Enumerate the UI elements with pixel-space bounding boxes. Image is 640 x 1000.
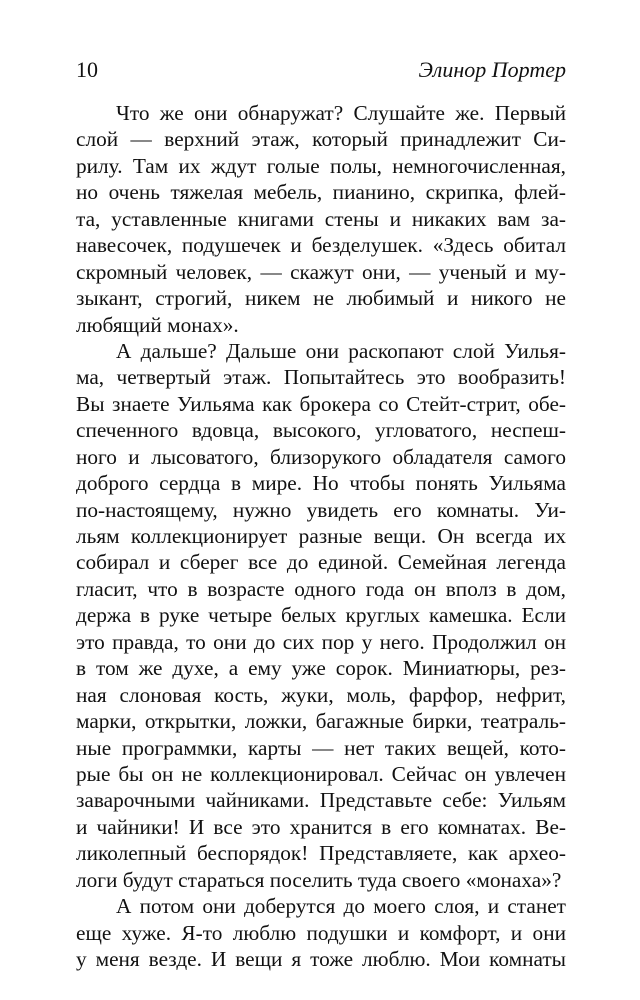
text-line: скромный человек, — скажут они, — ученый и му- bbox=[76, 259, 566, 284]
text-line: у меня везде. И вещи я тоже люблю. Мои комнаты bbox=[76, 947, 566, 971]
text-line: навесочек, подушечек и безделушек. «Здесь обитал bbox=[76, 233, 566, 258]
text-line: слой — верхний этаж, который принадлежит Си- bbox=[76, 127, 566, 152]
text-line: логи будут стараться поселить туда своего «монаха»? bbox=[76, 867, 562, 892]
text-line: Вы знаете Уильяма как брокера со Стейт-стрит, обе- bbox=[76, 391, 566, 416]
page-number: 10 bbox=[76, 57, 98, 82]
text-line: ликолепный беспорядок! Представляете, как архео- bbox=[76, 841, 566, 866]
text-line: спеченного вдовца, высокого, угловатого, неспеш- bbox=[76, 418, 566, 443]
text-line: и чайники! И все это хранится в его комнатах. Ве- bbox=[76, 814, 566, 839]
text-line: в том же духе, а ему уже сорок. Миниатюры, рез- bbox=[76, 656, 566, 681]
text-line: А дальше? Дальше они раскопают слой Уилья- bbox=[116, 338, 566, 363]
body-text bbox=[76, 100, 566, 972]
text-line: гласит, что в возрасте одного года он вполз в дом, bbox=[76, 576, 566, 601]
text-line: заварочными чайниками. Представьте себе: Уильям bbox=[76, 788, 566, 813]
text-line: собирал и сберег все до единой. Семейная легенда bbox=[76, 550, 566, 575]
text-line: любящий монах». bbox=[76, 312, 239, 337]
text-line: ные программки, карты — нет таких вещей, кото- bbox=[76, 735, 566, 760]
text-line: та, уставленные книгами стены и никаких вам за- bbox=[76, 206, 566, 231]
text-line: рилу. Там их ждут голые полы, немногочисленная, bbox=[76, 153, 566, 178]
text-line: доброго сердца в мире. Но чтобы понять Уильяма bbox=[76, 471, 566, 496]
running-title: Элинор Портер bbox=[418, 57, 566, 82]
text-line: еще хуже. Я-то люблю подушки и комфорт, и они bbox=[76, 920, 566, 945]
text-line: ная слоновая кость, жуки, моль, фарфор, нефрит, bbox=[76, 682, 566, 707]
text-line: марки, открытки, ложки, багажные бирки, театраль- bbox=[76, 709, 566, 734]
page-header bbox=[76, 56, 566, 84]
text-line: ма, четвертый этаж. Попытайтесь это вообразить! bbox=[76, 365, 566, 390]
text-line: это правда, то они до сих пор у него. Продолжил он bbox=[76, 629, 566, 654]
text-line: держа в руке четыре белых круглых камешка. Если bbox=[76, 603, 566, 628]
text-line: А потом они доберутся до моего слоя, и станет bbox=[116, 894, 566, 919]
text-line: льям коллекционирует разные вещи. Он всегда их bbox=[76, 524, 566, 548]
text-line: по-настоящему, нужно увидеть его комнаты. Уи- bbox=[76, 497, 566, 522]
text-line: рые бы он не коллекционировал. Сейчас он увлечен bbox=[76, 761, 566, 786]
text-line: зыкант, строгий, никем не любимый и никого не bbox=[76, 286, 566, 311]
text-line: но очень тяжелая мебель, пианино, скрипка, флей- bbox=[76, 180, 566, 205]
text-line: Что же они обнаружат? Слушайте же. Первый bbox=[116, 101, 566, 125]
text-line: ного и лысоватого, близорукого обладателя самого bbox=[76, 444, 566, 469]
